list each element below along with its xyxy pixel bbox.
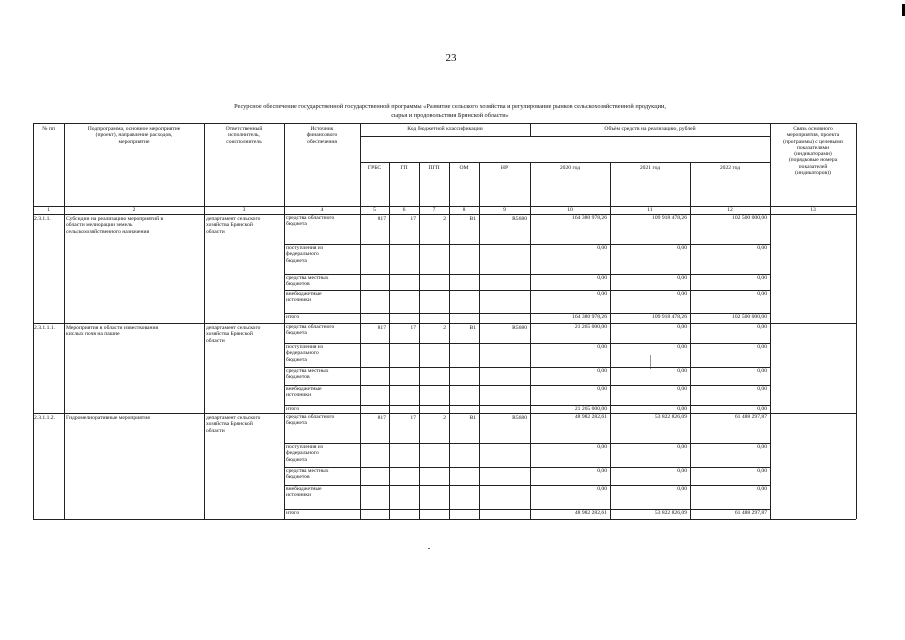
measure-name: Мероприятия в области известкования кислых почв на пашне [66,325,159,338]
amount-2020: 164 380 978,26 [572,215,607,221]
source-label: итого [286,314,300,320]
amount-2021: 0,00 [677,291,687,297]
amount-2020: 0,00 [597,368,607,374]
amount-2021: 0,00 [677,245,687,251]
table-title-line-2: сырья и продовольствия Брянской области» [391,112,509,119]
header-measure: Подпрограмма, основное мероприятие (проект), направление расходов, мероприятие [87,126,181,145]
header-kbk-gp: ГП [400,165,408,171]
column-number: 6 [402,207,406,213]
measure-name: Субсидии на реализацию мероприятий в области мелиорации земель сельскохозяйственного назначения [66,216,164,235]
amount-2020: 21 265 000,00 [574,406,607,412]
amount-2022: 0,00 [757,368,767,374]
amount-2021: 0,00 [677,444,687,450]
amount-2021: 0,00 [677,324,687,330]
source-label: поступления из федерального бюджета [286,245,324,264]
column-number: 13 [810,207,816,213]
header-subcol-divider [360,162,770,163]
amount-2021: 0,00 [677,344,687,350]
source-label: средства местных бюджетов [286,275,329,288]
source-label: средства местных бюджетов [286,368,329,381]
source-label: поступления из федерального бюджета [286,444,324,463]
table-top-border [33,123,856,124]
amount-2022: 0,00 [757,468,767,474]
table-title-line-1: Ресурсное обеспечение государственной государственной программы «Развитие сельского хозяйства и регулирование рынков сельскохозяйственной продукции, [234,103,666,110]
page-number: 23 [445,52,457,64]
amount-2020: 48 982 282,61 [574,414,607,420]
kbk-gp: 17 [410,325,416,331]
header-kbk-nr: НР [500,165,509,171]
header-executor: Ответственный исполнитель, соисполнитель [225,126,263,145]
kbk-gp: 17 [410,216,416,222]
amount-2021: 109 918 478,26 [652,314,687,320]
header-y2022: 2022 год [719,165,741,171]
column-number: 10 [567,207,573,213]
kbk-pgp: 2 [443,216,446,222]
column-divider [360,123,361,519]
measure-executor: департамент сельского хозяйства Брянской области [206,216,261,235]
measure-number: 2.3.1.1. [34,216,51,222]
amount-2020: 0,00 [597,386,607,392]
source-label: внебюджетные источники [286,386,322,399]
column-number: 4 [320,207,324,213]
kbk-om: В1 [469,415,476,421]
amount-2022: 0,00 [757,245,767,251]
source-label: итого [286,510,300,516]
amount-2021: 0,00 [677,406,687,412]
column-number: 11 [647,207,653,213]
amount-2020: 0,00 [597,245,607,251]
amount-2021: 0,00 [677,368,687,374]
kbk-grbs: 817 [377,415,386,421]
header-y2021: 2021 год [639,165,661,171]
header-kbk-grbs: ГРБС [367,165,382,171]
amount-2021: 0,00 [677,468,687,474]
amount-2022: 61 488 297,87 [734,510,767,516]
column-number: 8 [462,207,466,213]
header-indicator-link: Связь основного мероприятия, проекта (программы) с целевыми показателями (индикаторами) (порядковые номера показателей (индикаторов)) [783,126,843,177]
measure-number: 2.3.1.1.1. [34,325,55,331]
header-number: № пп [42,126,55,132]
header-sub-divider [360,136,770,137]
header-kbk-pgp: ПГП [428,165,440,171]
column-divider [204,123,205,519]
kbk-grbs: 817 [377,216,386,222]
amount-2020: 0,00 [597,468,607,474]
amount-2022: 102 500 000,00 [732,314,767,320]
source-label: средства областного бюджета [286,324,335,337]
kbk-gp: 17 [410,415,416,421]
kbk-grbs: 817 [377,325,386,331]
amount-2022: 0,00 [757,406,767,412]
kbk-om: В1 [469,216,476,222]
amount-2022: 102 500 000,00 [732,215,767,221]
amount-2021: 0,00 [677,486,687,492]
amount-2021: 0,00 [677,275,687,281]
measure-executor: департамент сельского хозяйства Брянской области [206,325,261,344]
amount-2020: 0,00 [597,344,607,350]
amount-2022: 0,00 [757,291,767,297]
amount-2020: 164 380 978,26 [572,314,607,320]
kbk-nr: R5680 [512,325,527,331]
amount-2020: 0,00 [597,275,607,281]
amount-2021: 53 822 826,09 [654,510,687,516]
amount-2022: 0,00 [757,386,767,392]
column-number: 9 [503,207,506,213]
source-label: внебюджетные источники [286,291,322,304]
source-label: средства местных бюджетов [286,468,329,481]
amount-2020: 0,00 [597,291,607,297]
source-label: итого [286,406,300,412]
header-volume: Объём средств на реализацию, рублей [604,126,696,132]
amount-2022: 0,00 [757,275,767,281]
column-divider [856,123,857,519]
kbk-pgp: 2 [443,325,446,331]
source-label: средства областного бюджета [286,414,335,427]
kbk-om: В1 [469,325,476,331]
measure-executor: департамент сельского хозяйства Брянской области [206,415,261,434]
amount-2021: 0,00 [677,386,687,392]
column-number: 5 [373,207,376,213]
source-label: внебюджетные источники [286,486,322,499]
amount-2021: 109 918 478,26 [652,215,687,221]
column-divider [770,123,771,519]
amount-2021: 53 822 826,09 [654,414,687,420]
header-source: Источник финансового обеспечения [306,126,338,145]
amount-2020: 0,00 [597,486,607,492]
amount-2022: 61 488 297,87 [734,414,767,420]
header-kbk-om: ОМ [459,165,469,171]
kbk-nr: R5680 [512,415,527,421]
column-number: 1 [47,207,50,213]
column-number: 2 [132,207,136,213]
table-bottom-border [33,519,856,520]
amount-2022: 0,00 [757,444,767,450]
source-label: поступления из федерального бюджета [286,344,324,363]
column-number: 12 [727,207,733,213]
column-divider [284,123,285,519]
kbk-nr: R5680 [512,216,527,222]
amount-2020: 21 265 000,00 [574,324,607,330]
kbk-pgp: 2 [443,415,446,421]
amount-2022: 0,00 [757,344,767,350]
column-number: 7 [432,207,436,213]
header-y2020: 2020 год [559,165,581,171]
amount-2022: 0,00 [757,486,767,492]
source-label: средства областного бюджета [286,215,335,228]
amount-2020: 0,00 [597,444,607,450]
measure-number: 2.3.1.1.2. [34,415,55,421]
amount-2020: 48 982 282,61 [574,510,607,516]
header-kbk: Код бюджетной классификации [407,126,483,132]
amount-2022: 0,00 [757,324,767,330]
measure-name: Гидромелиоративные мероприятия [66,415,150,421]
column-divider [33,123,34,519]
column-number: 3 [242,207,246,213]
column-divider [64,123,65,519]
